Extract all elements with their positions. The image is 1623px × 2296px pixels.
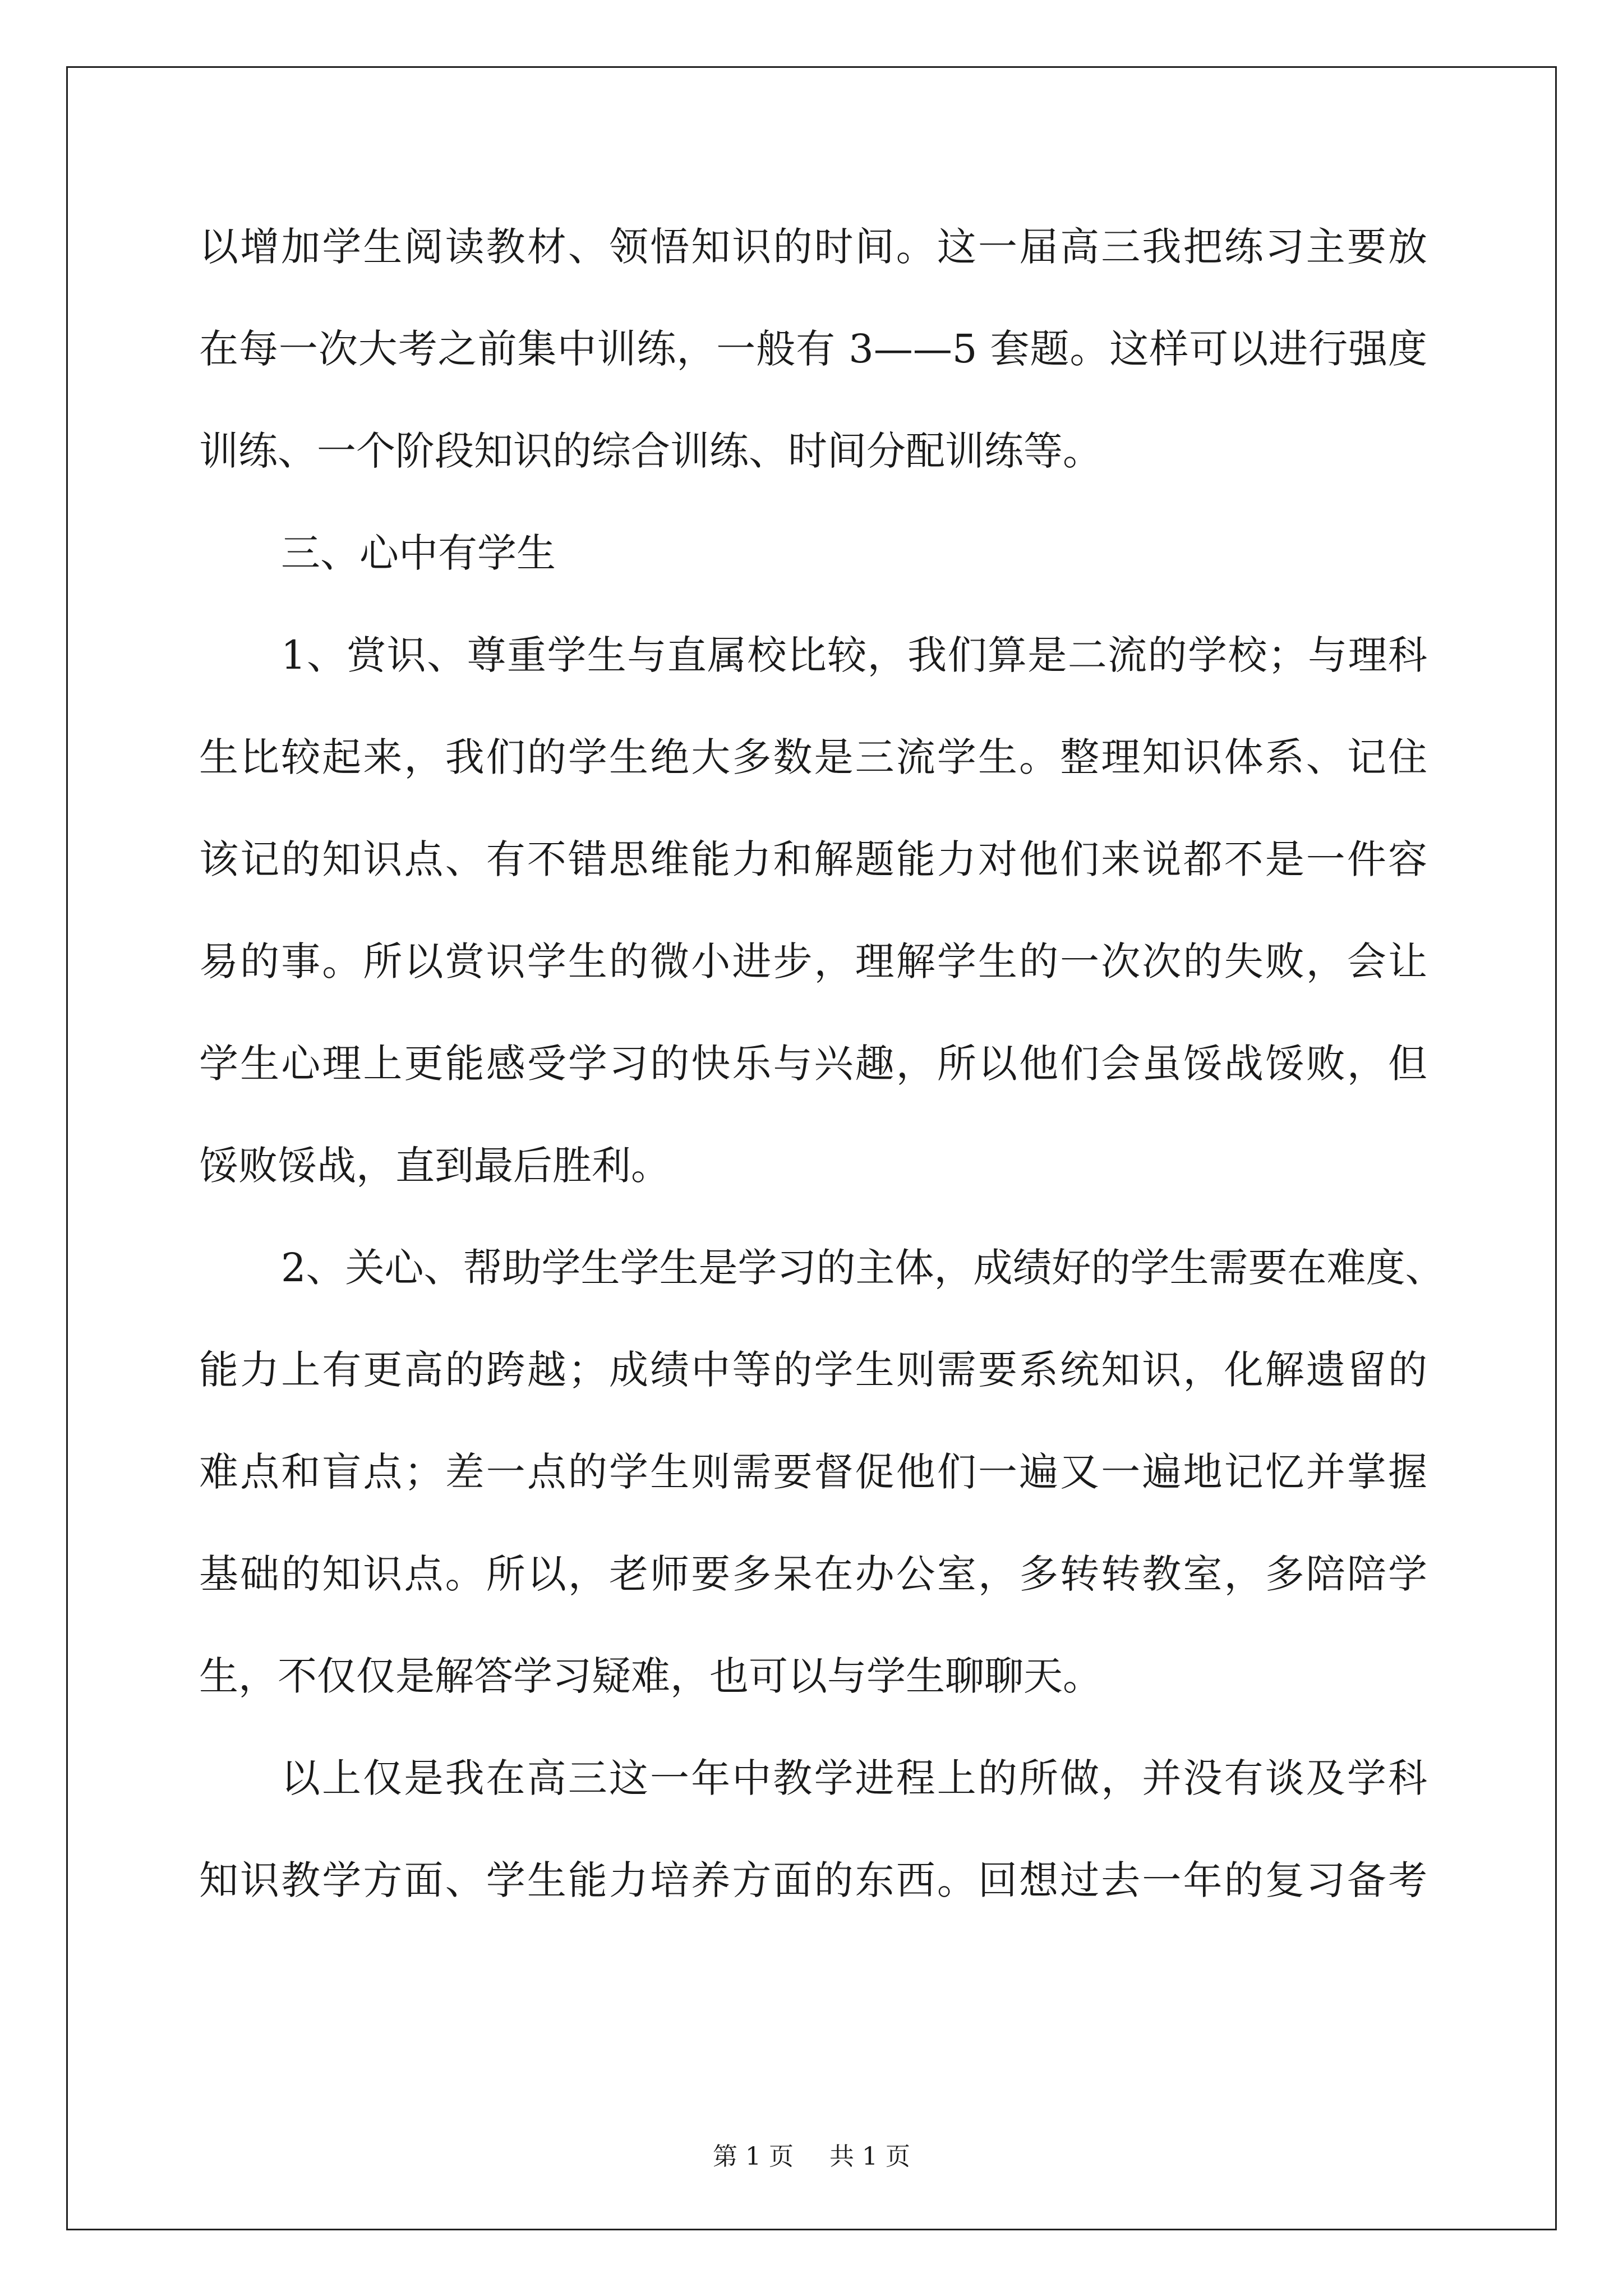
text-line: 学生心理上更能感受学习的快乐与兴趣，所以他们会虽馁战馁败，但 — [199, 1041, 1427, 1087]
text-line: 易的事。所以赏识学生的微小进步，理解学生的一次次的失败，会让 — [199, 938, 1427, 984]
text-line: 难点和盲点；差一点的学生则需要督促他们一遍又一遍地记忆并掌握 — [199, 1449, 1427, 1495]
text-line: 基础的知识点。所以，老师要多呆在办公室，多转转教室，多陪陪学 — [199, 1551, 1427, 1597]
section-heading: 三、心中有学生 — [281, 530, 556, 576]
text-line: 能力上有更高的跨越；成绩中等的学生则需要系统知识，化解遗留的 — [199, 1347, 1427, 1393]
text-line: 在每一次大考之前集中训练，一般有 3——5 套题。这样可以进行强度 — [199, 326, 1427, 372]
text-line: 以上仅是我在高三这一年中教学进程上的所做，并没有谈及学科 — [281, 1755, 1427, 1801]
page-total: 共 1 页 — [829, 2142, 910, 2171]
text-line: 以增加学生阅读教材、领悟知识的时间。这一届高三我把练习主要放 — [199, 224, 1427, 270]
text-line: 2、关心、帮助学生学生是学习的主体，成绩好的学生需要在难度、 — [281, 1245, 1445, 1291]
text-line: 该记的知识点、有不错思维能力和解题能力对他们来说都不是一件容 — [199, 836, 1427, 882]
text-line: 知识教学方面、学生能力培养方面的东西。回想过去一年的复习备考 — [199, 1857, 1427, 1903]
text-line: 1、赏识、尊重学生与直属校比较，我们算是二流的学校；与理科 — [281, 632, 1427, 678]
text-line: 训练、一个阶段知识的综合训练、时间分配训练等。 — [199, 428, 1102, 474]
document-body — [199, 219, 1445, 1954]
text-line: 生比较起来，我们的学生绝大多数是三流学生。整理知识体系、记住 — [199, 734, 1427, 780]
text-line: 生，不仅仅是解答学习疑难，也可以与学生聊聊天。 — [199, 1653, 1102, 1699]
page-footer — [0, 2140, 1623, 2174]
page-number: 第 1 页 — [713, 2142, 794, 2171]
text-line: 馁败馁战，直到最后胜利。 — [199, 1143, 670, 1189]
